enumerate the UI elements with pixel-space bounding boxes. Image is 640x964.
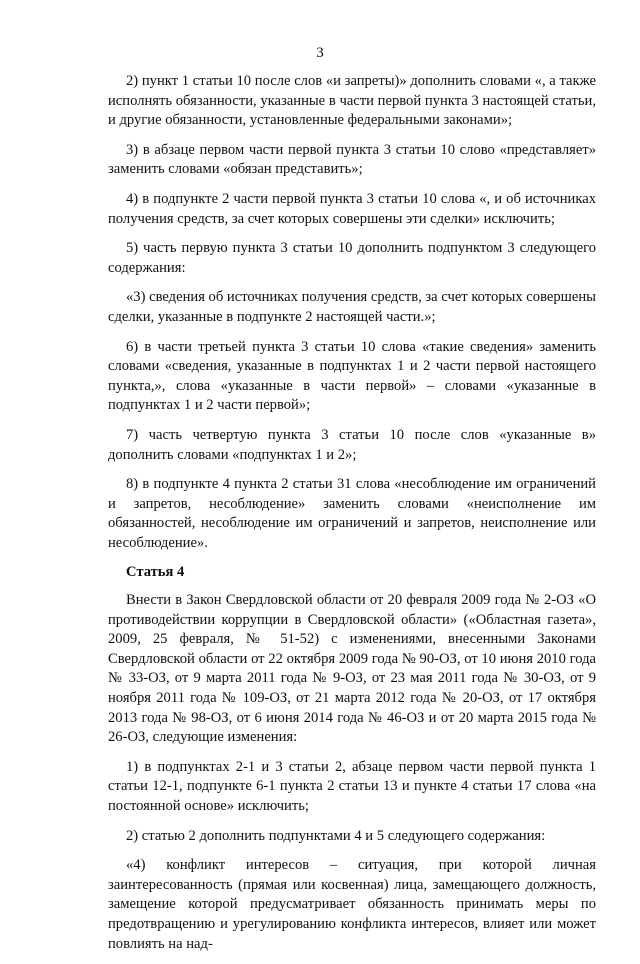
paragraph: 8) в подпункте 4 пункта 2 статьи 31 слова «несоблюдение им ограничений и запретов, несоблюдение» заменить словами «неисполнение им обязанностей, несоблюдение им ограничений и запретов, неисполнение или несоблюдение». xyxy=(108,476,596,551)
paragraph: Внести в Закон Свердловской области от 20 февраля 2009 года № 2-ОЗ «О противодействии коррупции в Свердловской области» («Областная газета», 2009, 25 февраля, № 51-52) с изменениями, внесенными Законами Свердловской области от 22 октября 2009 года № 90-ОЗ, от 10 июня 2010 года № 33-ОЗ, от 9 марта 2011 года № 9-ОЗ, от 23 мая 2011 года № 30-ОЗ, от 9 ноября 2011 года № 109-ОЗ, от 21 марта 2012 года № 20-ОЗ, от 17 октября 2013 года № 98-ОЗ, от 6 июня 2014 года № 46-ОЗ и от 20 марта 2015 года № 26-ОЗ, следующие изменения: xyxy=(108,592,596,746)
paragraph: 7) часть четвертую пункта 3 статьи 10 после слов «указанные в» дополнить словами «подпунктах 1 и 2»; xyxy=(108,426,596,463)
page-number: 3 xyxy=(316,45,324,61)
paragraph: 6) в части третьей пункта 3 статьи 10 слова «такие сведения» заменить словами «сведения, указанные в подпунктах 1 и 2 части первой настоящего пункта,», слова «указанные в части первой» – словами «указанные в подпунктах 1 и 2 части первой»; xyxy=(108,338,596,414)
document-body xyxy=(108,72,596,964)
paragraph: 4) в подпункте 2 части первой пункта 3 статьи 10 слова «, и об источниках получения средств, за счет которых совершены эти сделки» исключить; xyxy=(108,190,596,227)
paragraph: 5) часть первую пункта 3 статьи 10 дополнить подпунктом 3 следующего содержания: xyxy=(108,240,596,276)
paragraph: «3) сведения об источниках получения средств, за счет которых совершены сделки, указанные в подпункте 2 настоящей части.»; xyxy=(108,289,596,325)
paragraph: 2) пункт 1 статьи 10 после слов «и запреты)» дополнить словами «, а также исполнять обязанности, указанные в части первой пункта 3 настоящей статьи, и другие обязанности, установленные федеральными законами»; xyxy=(108,73,596,129)
paragraph: 3) в абзаце первом части первой пункта 3 статьи 10 слово «представляет» заменить словами «обязан представить»; xyxy=(108,141,596,178)
paragraph: 2) статью 2 дополнить подпунктами 4 и 5 следующего содержания: xyxy=(126,827,546,844)
paragraph: 1) в подпунктах 2-1 и 3 статьи 2, абзаце первом части первой пункта 1 статьи 12-1, подпункте 6-1 пункта 2 статьи 13 и пункте 4 статьи 17 слова «на постоянной основе» исключить; xyxy=(108,758,596,814)
paragraph: «4) конфликт интересов – ситуация, при которой личная заинтересованность (прямая или косвенная) лица, замещающего должность, замещение которой предусматривает обязанность принимать меры по предотвращению и урегулированию конфликта интересов, влияет или может повлиять на над- xyxy=(108,857,596,952)
article-heading: Статья 4 xyxy=(126,564,185,581)
